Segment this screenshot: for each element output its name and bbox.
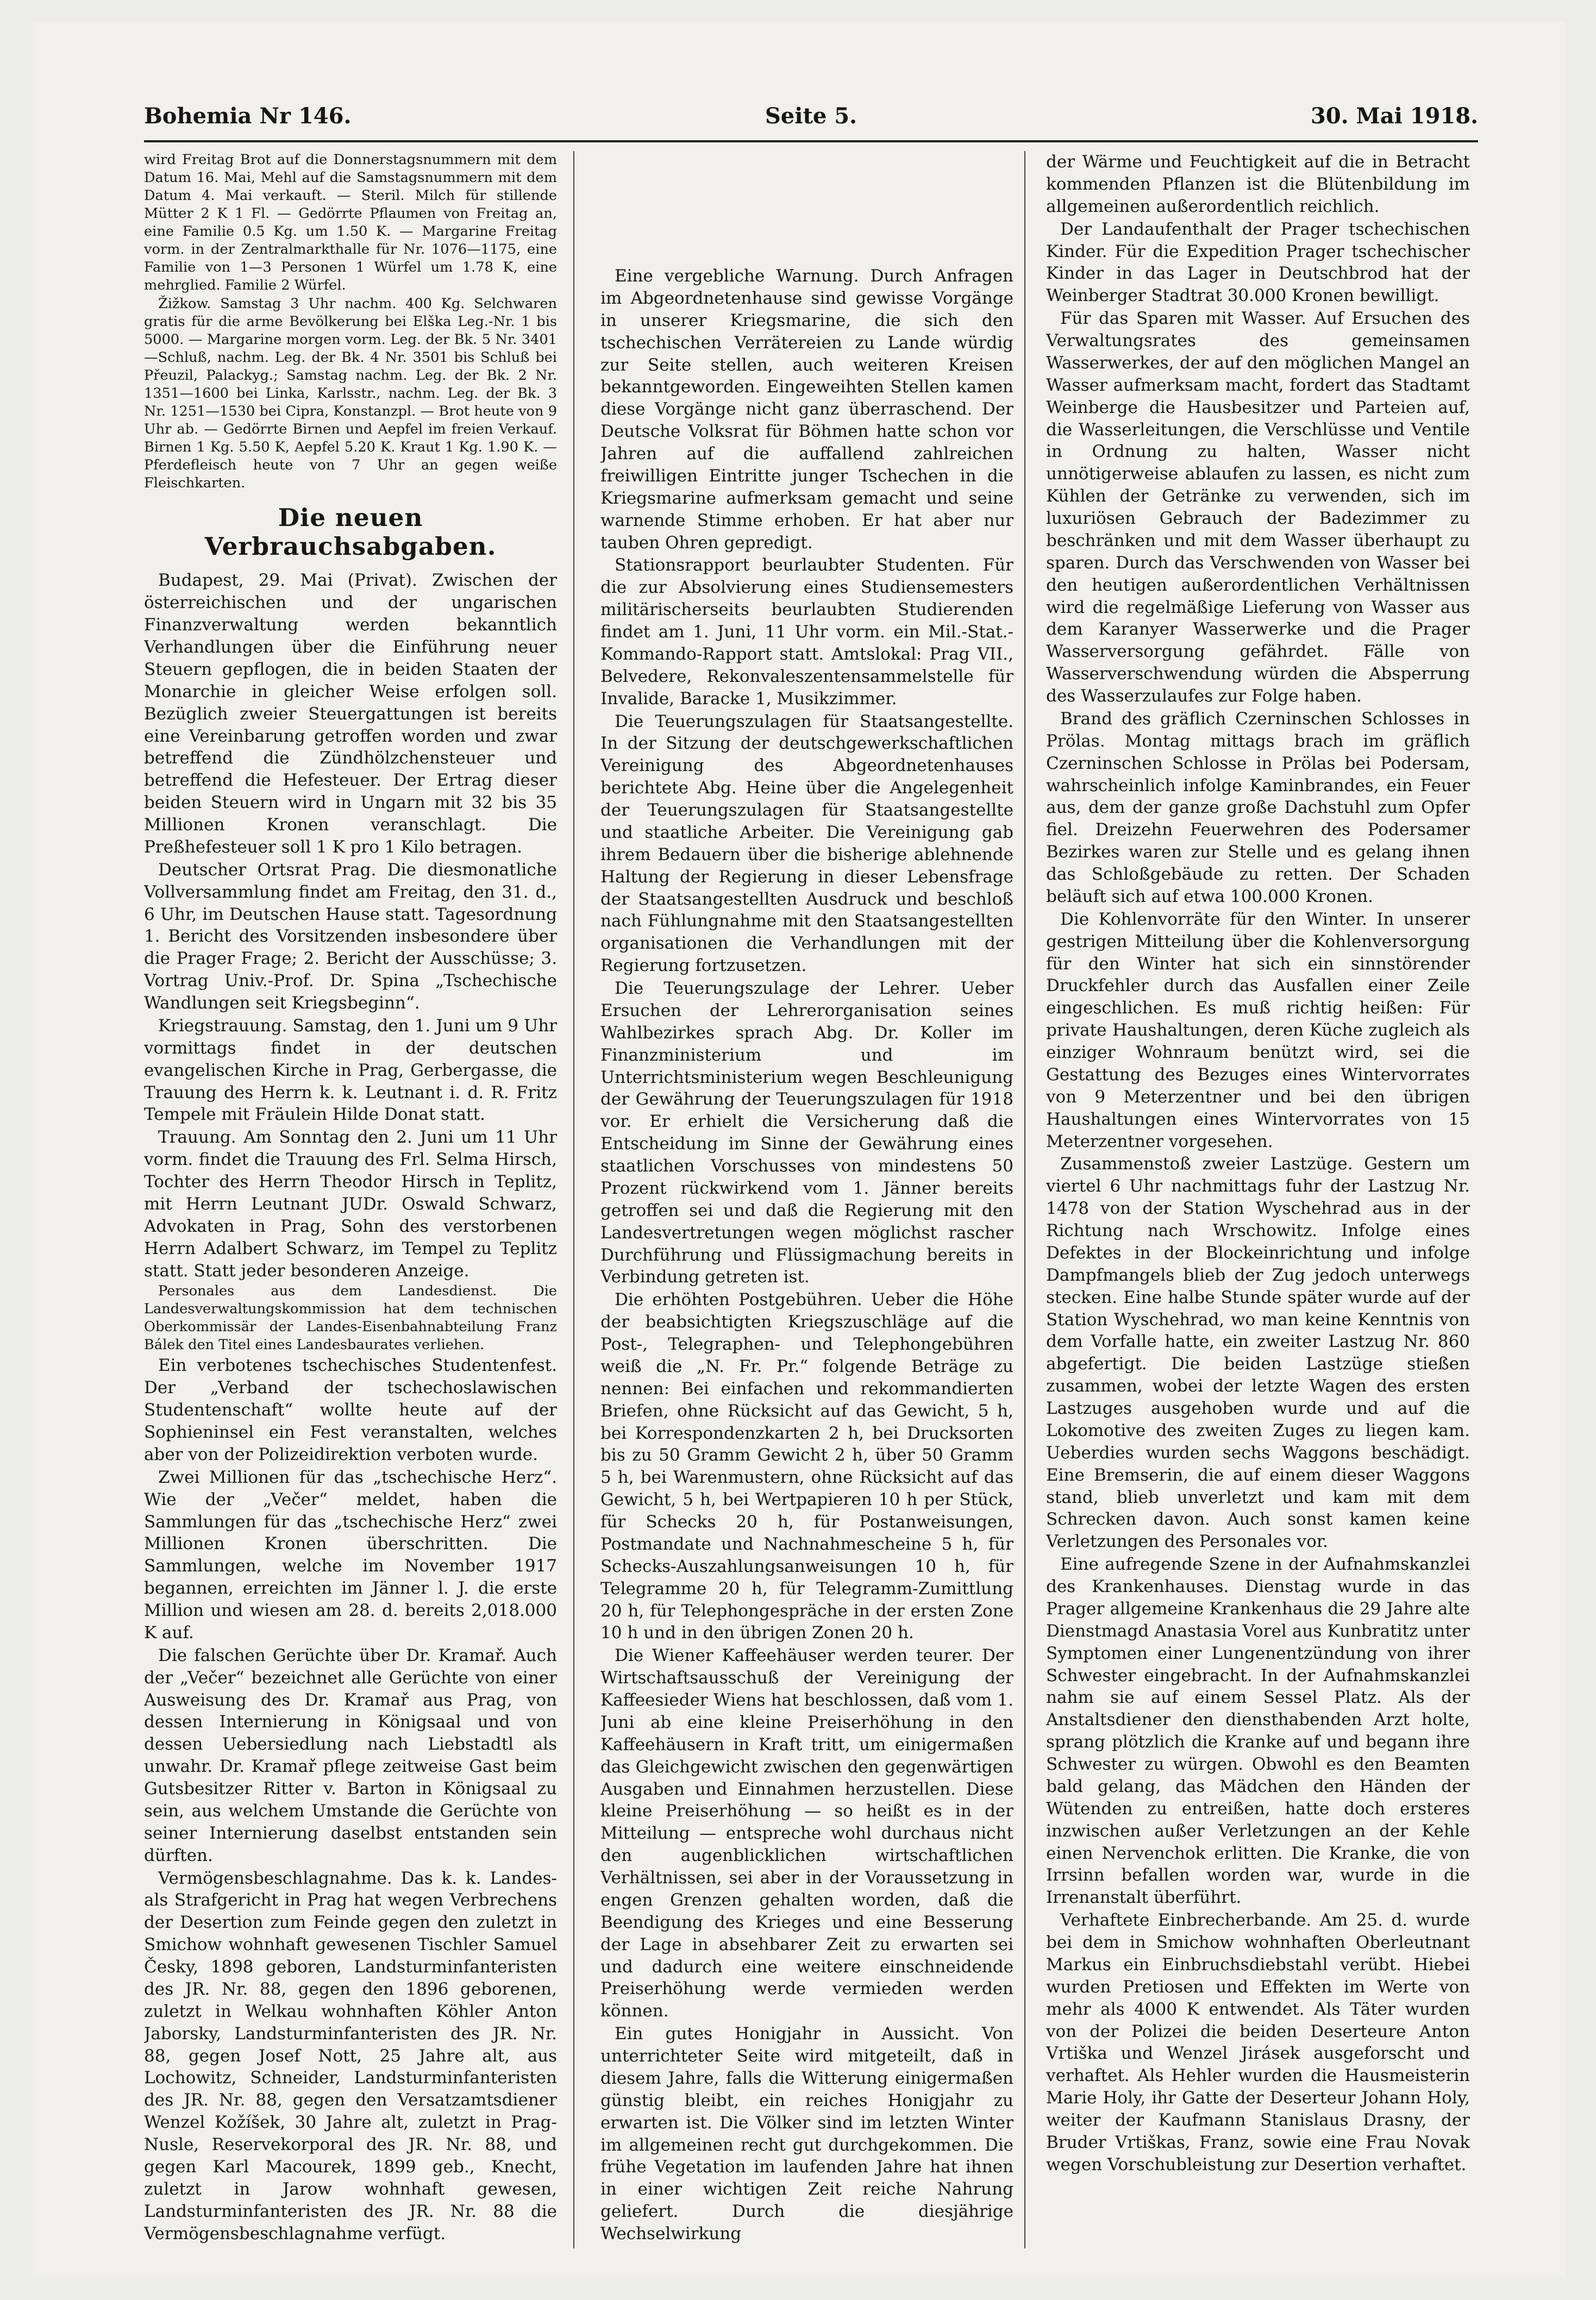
article-text: Budapest, 29. Mai (Privat). Zwischen der österreichischen und der ungarischen Finanzverwaltung werden bekanntlich Verhandlungen über die Einführung neuer Steuern gepflogen, die in beiden Staaten der Monarchie in gleicher Weise erfolgen soll. Bezüglich zweier Steuergattungen ist bereits eine Vereinbarung getroffen worden und zwar betreffend die Zündhölzchensteuer und betreffend die Hefesteuer. Der Ertrag dieser beiden Steuern wird in Ungarn mit 32 bis 35 Millionen Kronen veranschlagt. Die Preßhefesteuer soll 1 K pro 1 Kilo betragen. xyxy=(144,571,557,857)
article-text: Personales aus dem Landesdienst. Die Landesverwaltungskommission hat dem technischen Oberkommissär der Landes-Eisenbahnabteilung Franz Bálek den Titel eines Landesbaurates verliehen. xyxy=(144,1283,557,1353)
article-text: Žižkow. Samstag 3 Uhr nachm. 400 Kg. Selchwaren gratis für die arme Bevölkerung bei Elška Leg.-Nr. 1 bis 5000. — Margarine morgen vorm. Leg. der Bk. 5 Nr. 3401—Schluß, nachm. Leg. der Bk. 4 Nr. 3501 bis Schluß bei Přeuzil, Palackyg.; Samstag nachm. Leg. der Bk. 2 Nr. 1351—1600 bei Linka, Karlsstr., nachm. Leg. der Bk. 3 Nr. 1251—1530 bei Cipra, Konstanzpl. — Brot heute von 9 Uhr ab. — Gedörrte Birnen und Aepfel im freien Verkauf. Birnen 1 Kg. 5.50 K, Aepfel 5.20 K. Kraut 1 Kg. 1.90 K. — Pferdefleisch heute von 7 Uhr an gegen weiße Fleischkarten. xyxy=(144,296,557,491)
article-text: Die Kohlenvorräte für den Winter. In unserer gestrigen Mitteilung über die Kohlenversorgung für den Winter hat sich ein sinnstörender Druckfehler durch das Ausfallen einer Zeile eingeschlichen. Es muß richtig heißen: Für private Haushaltungen, deren Küche zugleich als einziger Wohnraum benützt wird, sei die Gestattung des Bezuges eines Wintervorrates von 9 Meterzentner und bei den übrigen Haushaltungen eines Wintervorrates von 15 Meterzentner vorgesehen. xyxy=(1046,909,1470,1151)
article-text: wird Freitag Brot auf die Donnerstagsnummern mit dem Datum 16. Mai, Mehl auf die Samstagsnummern mit dem Datum 4. Mai verkauft. — Steril. Milch für stillende Mütter 2 K 1 Fl. — Gedörrte Pflaumen von Freitag an, eine Familie 0.5 Kg. um 1.50 K. — Margarine Freitag vorm. in der Zentralmarkthalle für Nr. 1076—1175, eine Familie von 1—3 Personen 1 Würfel um 1.78 K, eine mehrglied. Familie 2 Würfel. xyxy=(144,152,557,293)
article-text: Ein verbotenes tschechisches Studentenfest. Der „Verband der tschechoslawischen Studentenschaft“ wollte heute auf der Sophieninsel ein Fest veranstalten, welches aber von der Polizeidirektion verboten wurde. xyxy=(144,1356,557,1464)
article-text: Die erhöhten Postgebühren. Ueber die Höhe der beabsichtigten Kriegszuschläge auf die Post-, Telegraphen- und Telephongebühren weiß die „N. Fr. Pr.“ folgende Beträge zu nennen: Bei einfachen und rekommandierten Briefen, ohne Rücksicht auf das Gewicht, 5 h, bei Korrespondenzkarten 2 h, bei Drucksorten bis zu 50 Gramm Gewicht 2 h, über 50 Gramm 5 h, bei Warenmustern, ohne Rücksicht auf das Gewicht, 5 h, bei Wertpapieren 10 h per Stück, für Schecks 20 h, für Postanweisungen, Postmandate und Nachnahmescheine 5 h, für Schecks-Auszahlungsanweisungen 10 h, für Telegramme 20 h, für Telegramm-Zumittlung 20 h, für Telephongespräche in der ersten Zone 10 h und in den übrigen Zonen 20 h. xyxy=(600,1290,1013,1643)
article-text: Stationsrapport beurlaubter Studenten. Für die zur Absolvierung eines Studiensemesters militärischerseits beurlaubten Studierenden findet am 1. Juni, 11 Uhr vorm. ein Mil.-Stat.-Kommando-Rapport statt. Amtslokal: Prag VII., Belvedere, Rekonvaleszentensammelstelle für Invalide, Baracke 1, Musikzimmer. xyxy=(600,555,1013,709)
article-text: Eine aufregende Szene in der Aufnahmskanzlei des Krankenhauses. Dienstag wurde in das Prager allgemeine Krankenhaus die 29 Jahre alte Dienstmagd Anastasia Vorel aus Kunbratitz unter Symptomen einer Lungenentzündung von ihrer Schwester eingebracht. In der Aufnahmskanzlei nahm sie auf einem Sessel Platz. Als der Anstaltsdiener den diensthabenden Arzt holte, sprang plötzlich die Kranke auf und begann ihre Schwester zu würgen. Obwohl es den Beamten bald gelang, das Mädchen den Händen der Wütenden zu entreißen, hatte doch ersteres inzwischen außer Verletzungen an der Kehle einen Nervenchok erlitten. Die Kranke, die von Irrsinn befallen worden war, wurde in die Irrenanstalt überführt. xyxy=(1046,1555,1470,1908)
column-divider xyxy=(573,151,574,2248)
header-date: 30. Mai 1918. xyxy=(1310,103,1478,129)
article-text: Der Landaufenthalt der Prager tschechischen Kinder. Für die Expedition Prager tschechischer Kinder in das Lager in Deutschbrod hat der Weinberger Stadtrat 30.000 Kronen bewilligt. xyxy=(1046,219,1470,306)
article-text: Zwei Millionen für das „tschechische Herz“. Wie der „Večer“ meldet, haben die Sammlungen für das „tschechische Herz“ zwei Millionen Kronen überschritten. Die Sammlungen, welche im November 1917 begannen, erreichten im Jänner l. J. die erste Million und wiesen am 28. d. bereits 2,018.000 K auf. xyxy=(144,1467,557,1643)
article-text: Vermögensbeschlagnahme. Das k. k. Landes- als Strafgericht in Prag hat wegen Verbrechens der Desertion zum Feinde gegen den zuletzt in Smichow wohnhaft gewesenen Tischler Samuel Česky, 1898 geboren, Landsturminfanteristen des JR. Nr. 88, gegen den 1896 geborenen, zuletzt in Welkau wohnhaften Köhler Anton Jaborsky, Landsturminfanteristen des JR. Nr. 88, gegen Josef Nott, 25 Jahre alt, aus Lochowitz, Schneider, Landsturminfanteristen des JR. Nr. 88, gegen den Versatzamtsdiener Wenzel Kožíšek, 30 Jahre alt, zuletzt in Prag-Nusle, Reservekorporal des JR. Nr. 88, und gegen Karl Macourek, 1899 geb., Knecht, zuletzt in Jarow wohnhaft gewesen, Landsturminfanteristen des JR. Nr. 88 die Vermögensbeschlagnahme verfügt. xyxy=(144,1868,557,2243)
article-text: Ein gutes Honigjahr in Aussicht. Von unterrichteter Seite wird mitgeteilt, daß in diesem Jahre, falls die Witterung einigermaßen günstig bleibt, ein reiches Honigjahr zu erwarten ist. Die Völker sind im letzten Winter im allgemeinen recht gut durchgekommen. Die frühe Vegetation im laufenden Jahre hat ihnen in einer wichtigen Zeit reiche Nahrung geliefert. Durch die diesjährige Wechselwirkung xyxy=(600,2024,1013,2243)
column-1 xyxy=(144,151,557,2248)
article-text: der Wärme und Feuchtigkeit auf die in Betracht kommenden Pflanzen ist die Blütenbildung im allgemeinen außerordentlich reichlich. xyxy=(1046,152,1470,216)
column-3 xyxy=(1046,151,1470,2248)
article-text: Zusammenstoß zweier Lastzüge. Gestern um viertel 6 Uhr nachmittags fuhr der Lastzug Nr. 1478 von der Station Wyschehrad aus in der Richtung nach Wrschowitz. Infolge eines Defektes in der Blockeinrichtung und infolge Dampfmangels blieb der Zug jedoch unterwegs stecken. Eine halbe Stunde später wurde auf der Station Wyschehrad, wo man keine Kenntnis von dem Vorfalle hatte, ein zweiter Lastzug Nr. 860 abgefertigt. Die beiden Lastzüge stießen zusammen, wobei der letzte Wagen des ersten Lastzuges ausgehoben wurde und auf die Lokomotive des zweiten Zuges zu liegen kam. Ueberdies wurden sechs Waggons beschädigt. Eine Bremserin, die auf einem dieser Waggons stand, blieb unverletzt und kam mit dem Schrecken davon. Auch sonst kamen keine Verletzungen des Personales vor. xyxy=(1046,1154,1470,1552)
header-rule xyxy=(144,140,1478,142)
section-heading: Die neuen Verbrauchsabgaben. xyxy=(204,503,497,561)
header-page-number: Seite 5. xyxy=(765,103,858,129)
article-text: Deutscher Ortsrat Prag. Die diesmonatliche Vollversammlung findet am Freitag, den 31. d., 6 Uhr, im Deutschen Hause statt. Tagesordnung 1. Bericht des Vorsitzenden insbesondere über die Prager Frage; 2. Bericht der Ausschüsse; 3. Vortrag Univ.-Prof. Dr. Spina „Tschechische Wandlungen seit Kriegsbeginn“. xyxy=(144,860,557,1013)
header-masthead: Bohemia Nr 146. xyxy=(144,103,352,129)
article-text: Brand des gräflich Czerninschen Schlosses in Prölas. Montag mittags brach im gräflich Czerninschen Schlosse in Prölas bei Podersam, wahrscheinlich infolge Kaminbrandes, ein Feuer aus, dem der ganze große Dachstuhl zum Opfer fiel. Dreizehn Feuerwehren des Podersamer Bezirkes waren zur Stelle und es gelang ihnen das Schloßgebäude zu retten. Der Schaden beläuft sich auf etwa 100.000 Kronen. xyxy=(1046,709,1470,906)
page-header xyxy=(144,103,1478,141)
article-text: Die Teuerungszulagen für Staatsangestellte. In der Sitzung der deutschgewerkschaftlichen Vereinigung des Abgeordnetenhauses berichtete Abg. Heine über die Angelegenheit der Teuerungszulagen für Staatsangestellte und staatliche Arbeiter. Die Vereinigung gab ihrem Bedauern über die bisherige ablehnende Haltung der Regierung in dieser Lebensfrage der Staatsangestellten Ausdruck und beschloß nach Fühlungnahme mit den Staatsangestellten organisationen die Verhandlungen mit der Regierung fortzusetzen. xyxy=(600,711,1013,976)
article-text: Verhaftete Einbrecherbande. Am 25. d. wurde bei dem in Smichow wohnhaften Oberleutnant Markus ein Einbruchsdiebstahl verübt. Hiebei wurden Pretiosen und Effekten im Werte von mehr als 4000 K entwendet. Als Täter wurden von der Polizei die beiden Deserteure Anton Vrtiška und Wenzel Jirásek ausgeforscht und verhaftet. Als Hehler wurden die Hausmeisterin Marie Holy, ihr Gatte der Deserteur Johann Holy, weiter der Kaufmann Stanislaus Drasny, der Bruder Vrtiškas, Franz, sowie eine Frau Novak wegen Vorschubleistung zur Desertion verhaftet. xyxy=(1046,1910,1470,2174)
article-text: Trauung. Am Sonntag den 2. Juni um 11 Uhr vorm. findet die Trauung des Frl. Selma Hirsch, Tochter des Herrn Theodor Hirsch in Teplitz, mit Herrn Leutnant JUDr. Oswald Schwarz, Advokaten in Prag, Sohn des verstorbenen Herrn Adalbert Schwarz, im Tempel zu Teplitz statt. Statt jeder besonderen Anzeige. xyxy=(144,1127,557,1281)
column-2 xyxy=(600,151,1013,2248)
article-text: Die Teuerungszulage der Lehrer. Ueber Ersuchen der Lehrerorganisation seines Wahlbezirkes sprach Abg. Dr. Koller im Finanzministerium und im Unterrichtsministerium wegen Beschleunigung der Gewährung der Teuerungszulagen für 1918 vor. Er erhielt die Versicherung daß die Entscheidung im Sinne der Gewährung eines staatlichen Vorschusses von mindestens 50 Prozent rückwirkend vom 1. Jänner bereits getroffen sei und daß die Regierung mit den Landesvertretungen wegen möglichst rascher Durchführung und Flüssigmachung bereits in Verbindung getreten ist. xyxy=(600,979,1013,1287)
article-text: Für das Sparen mit Wasser. Auf Ersuchen des Verwaltungsrates des gemeinsamen Wasserwerkes, der auf den möglichen Mangel an Wasser aufmerksam macht, fordert das Stadtamt Weinberge die Hausbesitzer und Parteien auf, die Wasserleitungen, die Verschlüsse und Ventile in Ordnung zu halten, Wasser nicht unnötigerweise ablaufen zu lassen, es nicht zum Kühlen der Getränke zu verwenden, sich im luxuriösen Gebrauch der Badezimmer zu beschränken und mit dem Wasser überhaupt zu sparen. Durch das Verschwenden von Wasser bei den heutigen außerordentlichen Verhältnissen wird die regelmäßige Lieferung von Wasser aus dem Karanyer Wasserwerke und die Prager Wasserversorgung gefährdet. Fälle von Wasserverschwendung würden die Absperrung des Wasserzulaufes zur Folge haben. xyxy=(1046,309,1470,706)
article-text: Die Wiener Kaffeehäuser werden teurer. Der Wirtschaftsausschuß der Vereinigung der Kaffeesieder Wiens hat beschlossen, daß vom 1. Juni ab eine kleine Preiserhöhung in den Kaffeehäusern in Kraft tritt, um einigermaßen das Gleichgewicht zwischen den gegenwärtigen Ausgaben und Einnahmen herzustellen. Diese kleine Preiserhöhung — so heißt es in der Mitteilung — entspreche wohl durchaus nicht den augenblicklichen wirtschaftlichen Verhältnissen, sei aber in der Voraussetzung in engen Grenzen gehalten worden, daß die Beendigung des Krieges und eine Besserung der Lage in absehbarer Zeit zu erwarten sei und dadurch eine weitere einschneidende Preiserhöhung werde vermieden werden können. xyxy=(600,1646,1013,2021)
column-divider xyxy=(1024,151,1025,2248)
article-text: Eine vergebliche Warnung. Durch Anfragen im Abgeordnetenhause sind gewisse Vorgänge in unserer Kriegsmarine, die sich den tschechischen Verrätereien zu Lande würdig zur Seite stellen, auch weiteren Kreisen bekanntgeworden. Eingeweihten Stellen kamen diese Vorgänge nicht ganz überraschend. Der Deutsche Volksrat für Böhmen hatte schon vor Jahren auf die auffallend zahlreichen freiwilligen Eintritte junger Tschechen in die Kriegsmarine aufmerksam gemacht und seine warnende Stimme erhoben. Er hat aber nur tauben Ohren gepredigt. xyxy=(600,266,1013,553)
column-gap xyxy=(600,151,1013,265)
article-text: Die falschen Gerüchte über Dr. Kramař. Auch der „Večer“ bezeichnet alle Gerüchte von einer Ausweisung des Dr. Kramař aus Prag, von dessen Internierung in Königsaal und von dessen Uebersiedlung nach Liebstadtl als unwahr. Dr. Kramař pflege zeitweise Gast beim Gutsbesitzer Ritter v. Barton in Königsaal zu sein, aus welchem Umstande die Gerüchte von seiner Internierung daselbst entstanden sein dürften. xyxy=(144,1645,557,1865)
article-text: Kriegstrauung. Samstag, den 1. Juni um 9 Uhr vormittags findet in der deutschen evangelischen Kirche in Prag, Gerbergasse, die Trauung des Herrn k. k. Leutnant i. d. R. Fritz Tempele mit Fräulein Hilde Donat statt. xyxy=(144,1016,557,1125)
newspaper-page xyxy=(33,22,1565,2277)
